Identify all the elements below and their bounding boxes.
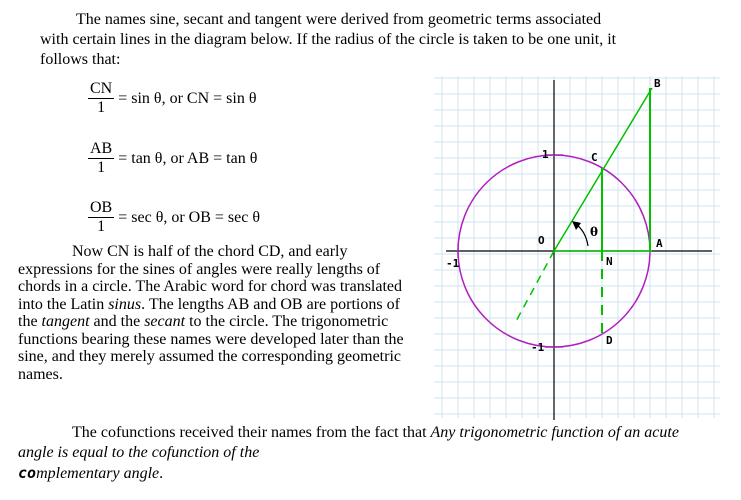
- term-sinus: sinus: [108, 295, 142, 313]
- complementary-tail: mplementary angle: [36, 465, 160, 482]
- para2-text-3: and the: [89, 313, 145, 330]
- intro-line-2: with certain lines in the diagram below. If the radius of the circle is taken to be one unit, it: [40, 31, 617, 48]
- para2-text-1: Now CN is half of the chord CD, and early expressions for the sines of angles were really lengths of chords in a circle. The Arabic word for chord was translated into the Latin: [18, 243, 403, 313]
- cofunction-rule: Any trigonometric function of an acute angle is equal to the cofunction of the: [18, 424, 679, 461]
- label-b: B: [654, 77, 661, 90]
- label-x-minus-one: -1: [446, 257, 460, 270]
- label-a: A: [656, 237, 663, 250]
- equation-text: = sin θ, or CN = sin θ: [118, 89, 257, 107]
- label-d: D: [606, 334, 613, 347]
- label-theta: θ: [590, 225, 599, 239]
- para2-text-2: . The lengths AB and OB are portions of the: [18, 295, 400, 330]
- complementary-prefix: co: [18, 464, 37, 482]
- label-o: O: [538, 234, 545, 247]
- fraction-denominator: 1: [97, 218, 106, 235]
- fraction-numerator: CN: [90, 80, 113, 97]
- term-secant: secant: [144, 313, 186, 330]
- diagram-grid: [434, 76, 720, 418]
- fraction-denominator: 1: [97, 99, 106, 116]
- label-c: C: [591, 151, 598, 164]
- para3-period: .: [159, 465, 164, 482]
- equation-text: = sec θ, or OB = sec θ: [118, 208, 261, 226]
- fraction-denominator: 1: [97, 159, 106, 176]
- fraction-numerator: AB: [90, 140, 113, 157]
- term-tangent: tangent: [41, 313, 90, 330]
- label-y-minus-one: -1: [531, 341, 545, 354]
- equation-text: = tan θ, or AB = tan θ: [118, 149, 258, 167]
- para3-text-1: The cofunctions received their names from the fact that: [72, 424, 431, 441]
- secant-extension: [514, 251, 554, 325]
- intro-line-3: follows that:: [40, 51, 121, 68]
- intro-line-1: The names sine, secant and tangent were derived from geometric terms associated: [76, 11, 602, 28]
- fraction-numerator: OB: [90, 199, 113, 216]
- label-y-one: 1: [542, 148, 549, 161]
- para2-text-4: to the circle. The trigonometric functions bearing these names were developed later than the sine, and they merely assumed the corresponding geometric names.: [18, 313, 404, 383]
- label-n: N: [606, 255, 613, 268]
